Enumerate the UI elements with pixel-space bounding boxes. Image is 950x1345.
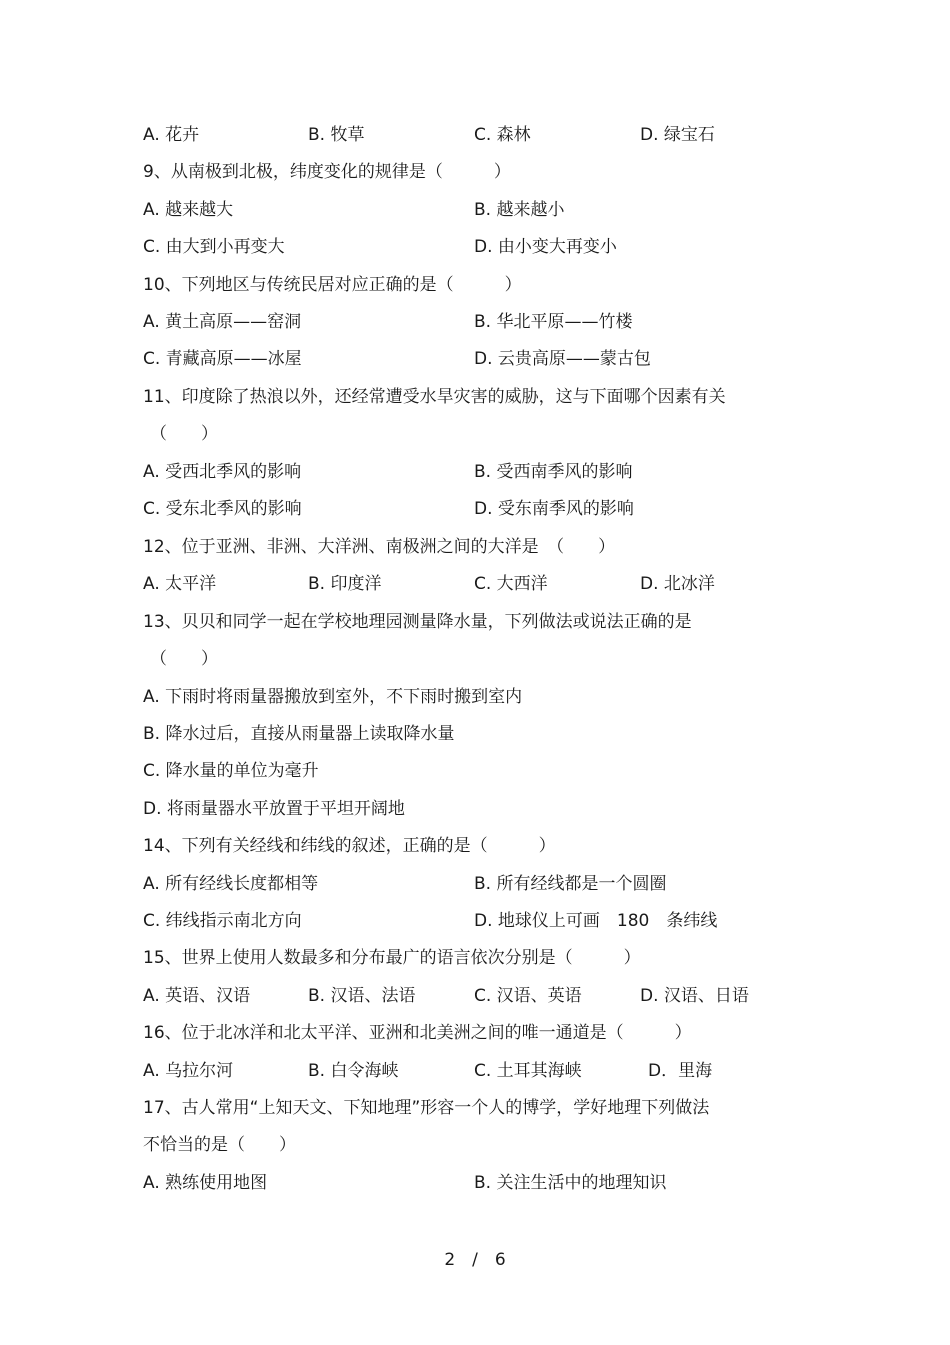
q11-stem: 11、印度除了热浪以外，还经常遭受水旱灾害的威胁，这与下面哪个因素有关 <box>143 387 726 407</box>
q16-option-b: B. 白令海峡 <box>308 1061 399 1081</box>
q15-option-c: C. 汉语、英语 <box>474 986 582 1006</box>
q13-option-c: C. 降水量的单位为毫升 <box>143 761 319 781</box>
q8-option-d: D. 绿宝石 <box>640 125 715 145</box>
q17-stem: 17、古人常用“上知天文、下知地理”形容一个人的博学，学好地理下列做法 <box>143 1098 710 1118</box>
q9-stem: 9、从南极到北极，纬度变化的规律是（ ） <box>143 162 511 182</box>
q17-option-a: A. 熟练使用地图 <box>143 1173 268 1193</box>
q14-option-d: D. 地球仪上可画 180 条纬线 <box>474 911 718 931</box>
q11-option-c: C. 受东北季风的影响 <box>143 499 302 519</box>
q16-option-c: C. 土耳其海峡 <box>474 1061 582 1081</box>
q15-option-b: B. 汉语、法语 <box>308 986 416 1006</box>
q17-option-b: B. 关注生活中的地理知识 <box>474 1173 667 1193</box>
q17-stem-continued: 不恰当的是（ ） <box>143 1135 296 1155</box>
q15-option-a: A. 英语、汉语 <box>143 986 251 1006</box>
q12-option-c: C. 大西洋 <box>474 574 548 594</box>
q9-option-c: C. 由大到小再变大 <box>143 237 285 257</box>
q16-option-d: D．里海 <box>648 1061 713 1081</box>
q12-stem: 12、位于亚洲、非洲、大洋洲、南极洲之间的大洋是 （ ） <box>143 537 616 557</box>
q13-stem-continued: （ ） <box>150 649 218 669</box>
q10-option-a: A. 黄土高原——窑洞 <box>143 312 302 332</box>
q8-option-b: B. 牧草 <box>308 125 365 145</box>
q16-stem: 16、位于北冰洋和北太平洋、亚洲和北美洲之间的唯一通道是（ ） <box>143 1023 692 1043</box>
q14-option-c: C. 纬线指示南北方向 <box>143 911 302 931</box>
q10-option-c: C. 青藏高原——冰屋 <box>143 349 302 369</box>
q9-option-b: B. 越来越小 <box>474 200 565 220</box>
q14-option-b: B. 所有经线都是一个圆圈 <box>474 874 667 894</box>
q13-option-a: A. 下雨时将雨量器搬放到室外，不下雨时搬到室内 <box>143 687 523 707</box>
q9-option-d: D. 由小变大再变小 <box>474 237 617 257</box>
q11-option-a: A. 受西北季风的影响 <box>143 462 302 482</box>
q8-option-c: C. 森林 <box>474 125 531 145</box>
page-number: 2 / 6 <box>444 1250 506 1270</box>
q10-option-d: D. 云贵高原——蒙古包 <box>474 349 651 369</box>
q12-option-b: B. 印度洋 <box>308 574 382 594</box>
q12-option-a: A. 太平洋 <box>143 574 217 594</box>
q9-option-a: A. 越来越大 <box>143 200 234 220</box>
q16-option-a: A. 乌拉尔河 <box>143 1061 234 1081</box>
q8-option-a: A. 花卉 <box>143 125 200 145</box>
q13-stem: 13、贝贝和同学一起在学校地理园测量降水量，下列做法或说法正确的是 <box>143 612 692 632</box>
q12-option-d: D. 北冰洋 <box>640 574 715 594</box>
q11-option-b: B. 受西南季风的影响 <box>474 462 633 482</box>
q11-stem-continued: （ ） <box>150 424 218 444</box>
q15-option-d: D. 汉语、日语 <box>640 986 749 1006</box>
q14-stem: 14、下列有关经线和纬线的叙述，正确的是（ ） <box>143 836 556 856</box>
q14-option-a: A. 所有经线长度都相等 <box>143 874 319 894</box>
q10-option-b: B. 华北平原——竹楼 <box>474 312 633 332</box>
q13-option-d: D. 将雨量器水平放置于平坦开阔地 <box>143 799 405 819</box>
q13-option-b: B. 降水过后，直接从雨量器上读取降水量 <box>143 724 455 744</box>
q10-stem: 10、下列地区与传统民居对应正确的是（ ） <box>143 275 522 295</box>
q11-option-d: D. 受东南季风的影响 <box>474 499 634 519</box>
q15-stem: 15、世界上使用人数最多和分布最广的语言依次分别是（ ） <box>143 948 641 968</box>
